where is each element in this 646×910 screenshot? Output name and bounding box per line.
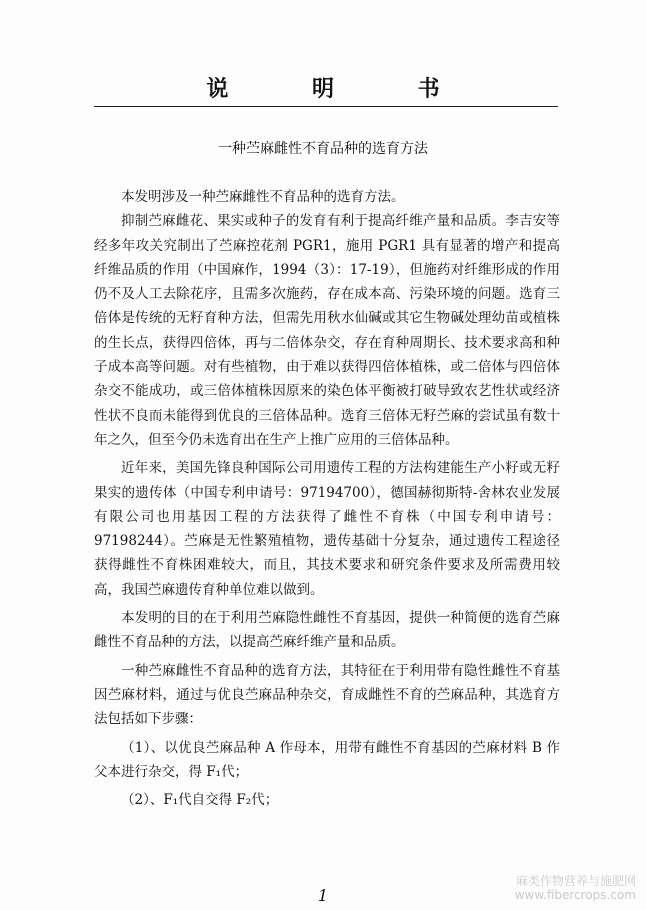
paragraph: 近年来，美国先锋良种国际公司用遗传工程的方法构建能生产小籽或无籽果实的遗传体（中国专利申请号：97194700），德国赫彻斯特-舍林农业发展有限公司也用基因工程的方法获得了雌性不育株（中国专利申请号：97198244）。苎麻是无性繁殖植物，遗传基础十分复杂，通过遗传工程途径获得雌性不育株困难较大，而且，其技术要求和研究条件要求及所需费用较高，我国苎麻遗传育种单位难以做到。 — [94, 460, 560, 598]
watermark — [515, 874, 636, 902]
paragraph: （2）、F₁代自交得 F₂代； — [121, 792, 279, 809]
paragraph: 抑制苎麻雌花、果实或种子的发育有利于提高纤维产量和品质。李吉安等经多年攻关究制出了苎麻控花剂 PGR1，施用 PGR1 具有显著的增产和提高纤维品质的作用（中国麻作，1994（3）：17-19），但施药对纤维形成的作用仍不及人工去除花序，且需多次施药，存在成本高、污染环境的问题。选育三倍体是传统的无籽育种方法，但需先用秋水仙碱或其它生物碱处理幼苗或植株的生长点，获得四倍体，再与二倍体杂交，存在育种周期长、技术要求高和种子成本高等问题。对有些植物，由于难以获得四倍体植株，或二倍体与四倍体杂交不能成功，或三倍体植株因原来的染色体平衡被打破导致农艺性状或经济性状不良而未能得到优良的三倍体品种。选育三倍体无籽苎麻的尝试虽有数十年之久，但至今仍未选育出在生产上推广应用的三倍体品种。 — [94, 213, 560, 448]
document-heading: 一种苎麻雌性不育品种的选育方法 — [218, 141, 428, 157]
watermark-site-name: 麻类作物营养与施肥网 — [515, 874, 636, 888]
paragraph: 本发明涉及一种苎麻雌性不育品种的选育方法。 — [121, 189, 405, 205]
paragraph: 一种苎麻雌性不育品种的选育方法，其特征在于利用带有隐性雌性不育基因苎麻材料，通过与优良苎麻品种杂交，育成雌性不育的苎麻品种，其选育方法包括如下步骤： — [94, 662, 560, 728]
paragraph: （1）、以优良苎麻品种 A 作母本，用带有雌性不育基因的苎麻材料 B 作父本进行杂交，得 F₁代； — [94, 739, 560, 780]
title-rule — [94, 106, 558, 107]
page-number: 1 — [317, 886, 329, 905]
page-title: 说 明 书 — [206, 76, 478, 102]
watermark-url: www.fibercrops.com — [514, 888, 636, 902]
body-text — [94, 185, 560, 812]
paragraph: 本发明的目的在于利用苎麻隐性雌性不育基因，提供一种简便的选育苎麻雌性不育品种的方法，以提高苎麻纤维产量和品质。 — [94, 610, 560, 651]
